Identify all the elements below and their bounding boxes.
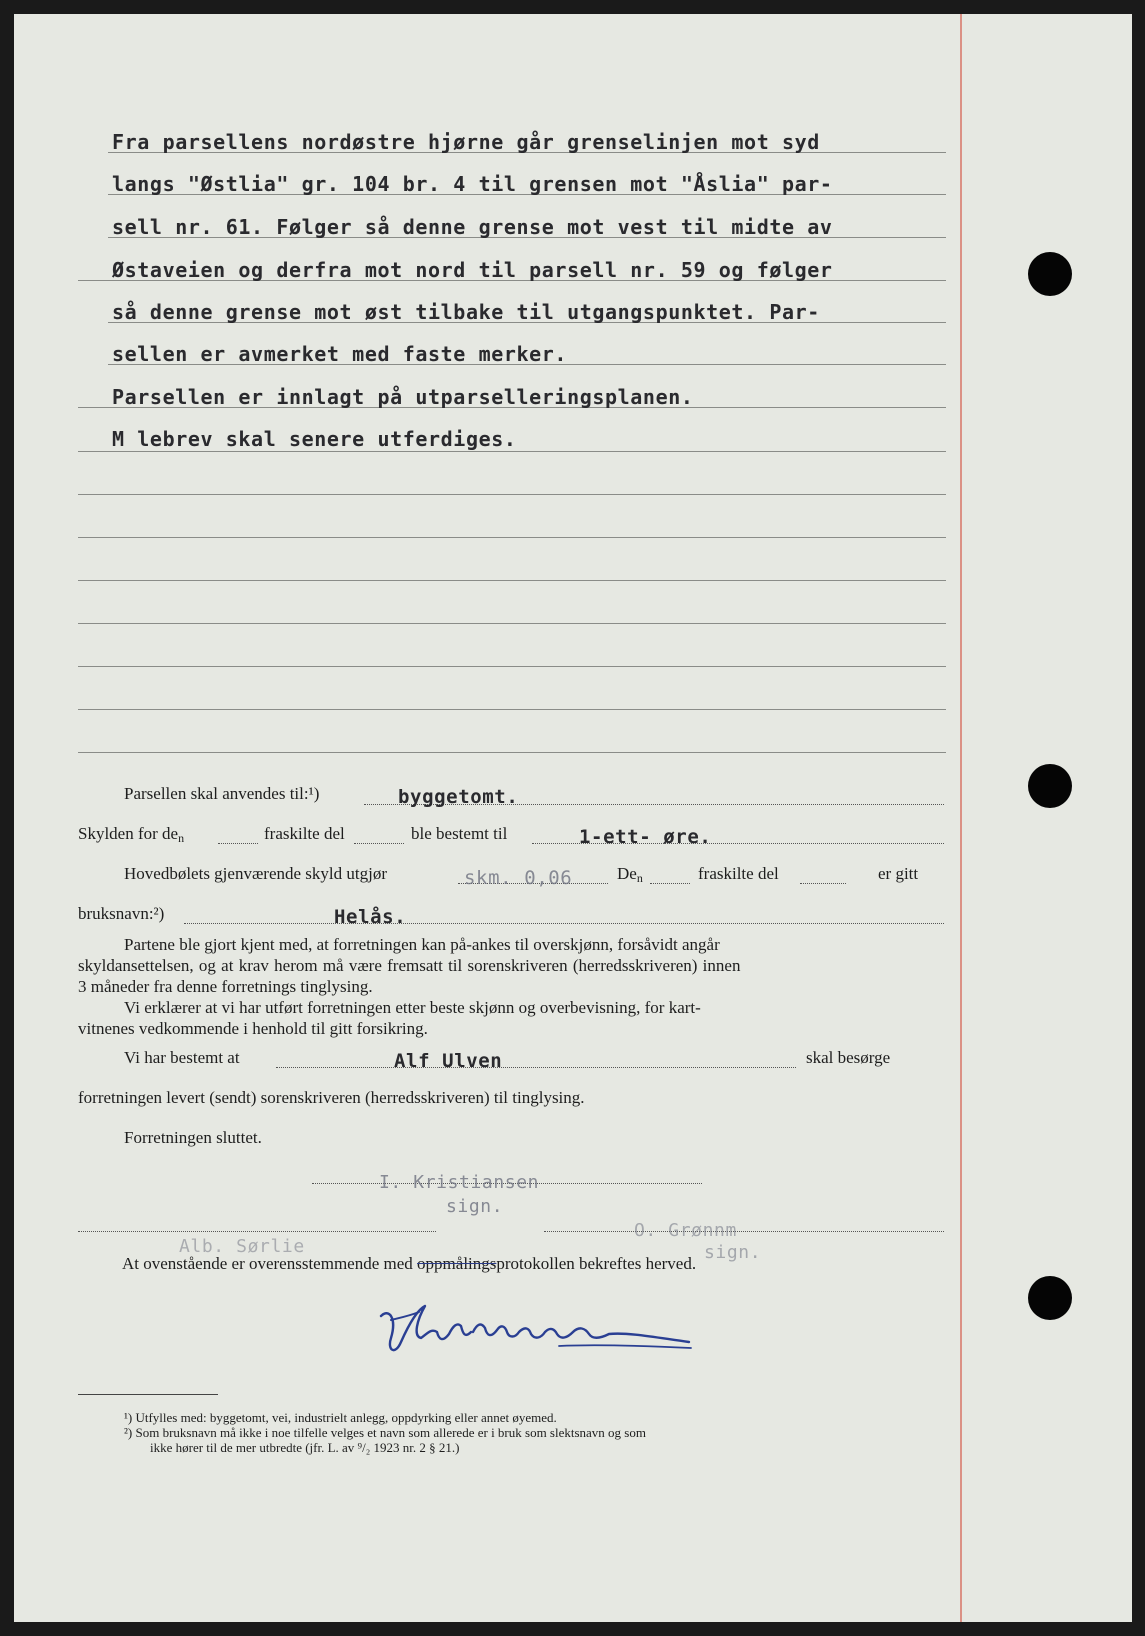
typed-line: så denne grense mot øst tilbake til utgangspunktet. Par- bbox=[112, 300, 820, 324]
use-value: byggetomt. bbox=[398, 786, 519, 808]
dotted-line bbox=[354, 842, 404, 844]
levert-text: forretningen levert (sendt) sorenskriveren (herredsskriveren) til tinglysing. bbox=[78, 1088, 585, 1107]
sluttet-text: Forretningen sluttet. bbox=[124, 1128, 262, 1147]
dotted-line bbox=[650, 882, 690, 884]
skyld-label: Skylden for den bbox=[78, 824, 185, 845]
bestemt-value: Alf Ulven bbox=[394, 1050, 503, 1072]
footnote: ¹) Utfylles med: byggetomt, vei, industrielt anlegg, oppdyrking eller annet øyemed. bbox=[124, 1410, 557, 1425]
typed-line: Fra parsellens nordøstre hjørne går grenselinjen mot syd bbox=[112, 130, 820, 154]
handwritten-signature bbox=[369, 1298, 699, 1368]
footnote-divider bbox=[78, 1394, 218, 1395]
signature-name: O. Grønnm bbox=[634, 1220, 737, 1241]
skyld-label-2: fraskilte del bbox=[264, 824, 345, 843]
ruled-line bbox=[78, 580, 946, 581]
ruled-line bbox=[78, 494, 946, 495]
hoved-label-3: fraskilte del bbox=[698, 864, 779, 883]
hoved-label: Hovedbølets gjenværende skyld utgjør bbox=[124, 864, 387, 883]
use-label: Parsellen skal anvendes til:¹) bbox=[124, 784, 320, 803]
signature-note: sign. bbox=[446, 1196, 504, 1217]
ruled-line bbox=[78, 709, 946, 710]
footnote: ikke hører til de mer utbredte (jfr. L. av ⁹/₂ 1923 nr. 2 § 21.) bbox=[150, 1440, 460, 1455]
signature-line bbox=[544, 1230, 944, 1232]
bruksnavn-value: Helås. bbox=[334, 906, 407, 928]
legal-text: skyldansettelsen, og at krav herom må være fremsatt til sorenskriveren (herredsskriveren) innen bbox=[78, 956, 741, 975]
skyld-label-3: ble bestemt til bbox=[411, 824, 508, 843]
ruled-line bbox=[78, 623, 946, 624]
certification-text: At ovenstående er overensstemmende med oppmålingsprotokollen bekreftes herved. bbox=[122, 1254, 697, 1273]
legal-text: Vi erklærer at vi har utført forretningen etter beste skjønn og overbevisning, for kart- bbox=[124, 998, 701, 1017]
document-page bbox=[14, 14, 1132, 1622]
typed-line: Parsellen er innlagt på utparselleringsplanen. bbox=[112, 385, 694, 409]
punch-hole bbox=[1028, 1276, 1072, 1320]
legal-text: vitnenes vedkommende i henhold til gitt forsikring. bbox=[78, 1019, 428, 1038]
ruled-line bbox=[78, 537, 946, 538]
legal-text: Partene ble gjort kjent med, at forretningen kan på-ankes til overskjønn, forsåvidt angår bbox=[124, 935, 720, 954]
signature-note: sign. bbox=[704, 1242, 762, 1263]
dotted-line bbox=[218, 842, 258, 844]
ruled-line bbox=[78, 752, 946, 753]
bestemt-label: Vi har bestemt at bbox=[124, 1048, 240, 1067]
typed-line: sell nr. 61. Følger så denne grense mot vest til midte av bbox=[112, 215, 833, 239]
bestemt-label-2: skal besørge bbox=[806, 1048, 891, 1067]
margin-line bbox=[960, 14, 962, 1622]
hoved-value: skm. 0,06 bbox=[464, 867, 573, 889]
ruled-line bbox=[78, 666, 946, 667]
legal-text: 3 måneder fra denne forretnings tinglysing. bbox=[78, 977, 373, 996]
signature-name: Alb. Sørlie bbox=[179, 1236, 305, 1257]
typed-line: M lebrev skal senere utferdiges. bbox=[112, 427, 517, 451]
hoved-label-4: er gitt bbox=[878, 864, 919, 883]
dotted-line bbox=[800, 882, 846, 884]
typed-line: Østaveien og derfra mot nord til parsell nr. 59 og følger bbox=[112, 258, 833, 282]
signature-name: I. Kristiansen bbox=[379, 1172, 540, 1193]
signature-line bbox=[78, 1230, 436, 1232]
bruksnavn-label: bruksnavn:²) bbox=[78, 904, 165, 923]
dotted-line bbox=[184, 922, 944, 924]
footnote: ²) Som bruksnavn må ikke i noe tilfelle velges et navn som allerede er i bruk som slektsnavn og som bbox=[124, 1425, 646, 1440]
hoved-label-2: Den bbox=[617, 864, 643, 885]
skyld-value: 1-ett- øre. bbox=[579, 826, 712, 848]
punch-hole bbox=[1028, 252, 1072, 296]
ruled-line bbox=[78, 451, 946, 452]
punch-hole bbox=[1028, 764, 1072, 808]
typed-line: langs "Østlia" gr. 104 br. 4 til grensen mot "Åslia" par- bbox=[112, 172, 833, 196]
dotted-line bbox=[276, 1066, 796, 1068]
typed-line: sellen er avmerket med faste merker. bbox=[112, 342, 568, 366]
